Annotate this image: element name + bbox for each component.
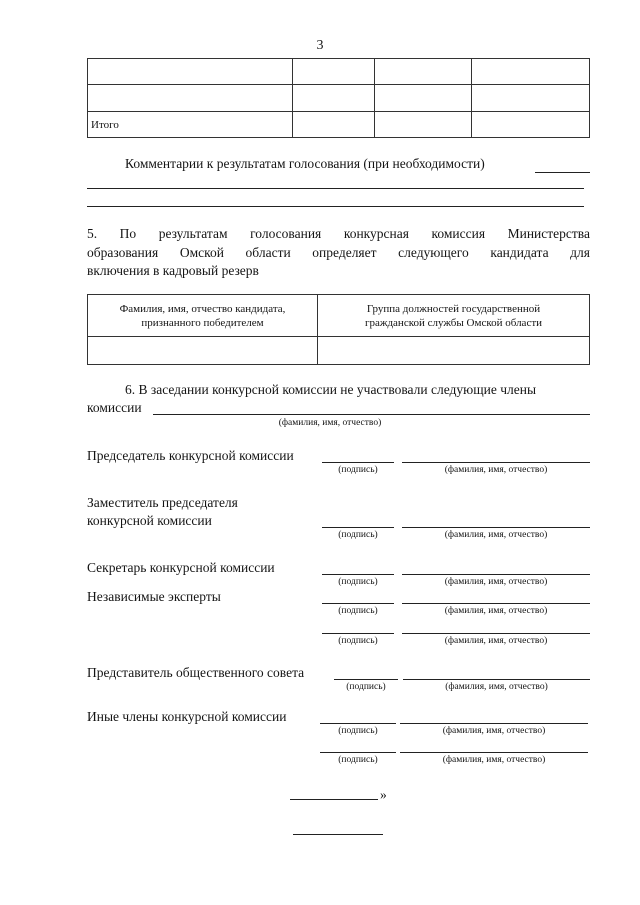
chairman-label: Председатель конкурсной комиссии bbox=[87, 448, 294, 463]
chairman-signature-line bbox=[322, 462, 394, 463]
other2-name-caption: (фамилия, имя, отчество) bbox=[442, 755, 546, 765]
total-label: Итого bbox=[91, 118, 119, 131]
comments-line-2 bbox=[87, 206, 584, 207]
section5-text-line2: образования Омской области определяет следующего кандидата для bbox=[87, 245, 590, 260]
section5-text-line1: 5. По результатам голосования конкурсная комиссия Министерства bbox=[87, 226, 590, 241]
other1-signature-line bbox=[320, 723, 396, 724]
section6-text-line2: комиссии bbox=[87, 400, 142, 415]
table-row bbox=[88, 85, 590, 112]
secretary-name-line bbox=[402, 574, 590, 575]
other1-signature-caption: (подпись) bbox=[338, 726, 378, 736]
other-members-label: Иные члены конкурсной комиссии bbox=[87, 709, 287, 724]
other1-name-caption: (фамилия, имя, отчество) bbox=[442, 726, 546, 736]
deputy-name-line bbox=[402, 527, 590, 528]
other1-name-line bbox=[400, 723, 588, 724]
public-council-signature-caption: (подпись) bbox=[346, 682, 386, 692]
table-row bbox=[88, 112, 590, 138]
section6-text-line1: 6. В заседании конкурсной комиссии не участвовали следующие члены bbox=[125, 382, 537, 397]
bottom-line bbox=[293, 834, 383, 835]
voting-results-table bbox=[87, 58, 590, 138]
expert2-signature-line bbox=[322, 633, 394, 634]
deputy-label-line2: конкурсной комиссии bbox=[87, 513, 212, 528]
chairman-name-caption: (фамилия, имя, отчество) bbox=[444, 465, 548, 475]
absent-members-caption: (фамилия, имя, отчество) bbox=[278, 418, 382, 428]
section5-text-line3: включения в кадровый резерв bbox=[87, 263, 259, 278]
deputy-signature-line bbox=[322, 527, 394, 528]
public-council-name-line bbox=[403, 679, 590, 680]
expert1-name-line bbox=[402, 603, 590, 604]
absent-members-line bbox=[153, 414, 590, 415]
deputy-label-line1: Заместитель председателя bbox=[87, 495, 238, 510]
comments-fill-line bbox=[535, 172, 590, 173]
expert1-signature-line bbox=[322, 603, 394, 604]
other2-name-line bbox=[400, 752, 588, 753]
secretary-signature-caption: (подпись) bbox=[338, 577, 378, 587]
expert2-name-line bbox=[402, 633, 590, 634]
table-row bbox=[88, 295, 590, 337]
candidate-table bbox=[87, 294, 590, 365]
table-row bbox=[88, 59, 590, 85]
table-row bbox=[88, 337, 590, 365]
public-council-label: Представитель общественного совета bbox=[87, 665, 305, 680]
expert2-name-caption: (фамилия, имя, отчество) bbox=[444, 636, 548, 646]
expert1-name-caption: (фамилия, имя, отчество) bbox=[444, 606, 548, 616]
other2-signature-caption: (подпись) bbox=[338, 755, 378, 765]
candidate-col-header-line1: Фамилия, имя, отчество кандидата, bbox=[119, 302, 286, 315]
public-council-signature-line bbox=[334, 679, 398, 680]
deputy-signature-caption: (подпись) bbox=[338, 530, 378, 540]
experts-label: Независимые эксперты bbox=[87, 589, 221, 604]
expert2-signature-caption: (подпись) bbox=[338, 636, 378, 646]
deputy-name-caption: (фамилия, имя, отчество) bbox=[444, 530, 548, 540]
secretary-signature-line bbox=[322, 574, 394, 575]
quote-close: » bbox=[380, 787, 387, 802]
other2-signature-line bbox=[320, 752, 396, 753]
secretary-label: Секретарь конкурсной комиссии bbox=[87, 560, 275, 575]
candidate-col-header-line2: признанного победителем bbox=[141, 316, 264, 329]
page-number: 3 bbox=[316, 38, 324, 53]
comments-label: Комментарии к результатам голосования (при необходимости) bbox=[125, 156, 485, 171]
public-council-name-caption: (фамилия, имя, отчество) bbox=[445, 682, 548, 692]
secretary-name-caption: (фамилия, имя, отчество) bbox=[444, 577, 548, 587]
position-col-header-line1: Группа должностей государственной bbox=[366, 302, 541, 315]
position-col-header-line2: гражданской службы Омской области bbox=[364, 316, 543, 329]
date-line bbox=[290, 799, 378, 800]
chairman-name-line bbox=[402, 462, 590, 463]
chairman-signature-caption: (подпись) bbox=[338, 465, 378, 475]
comments-line-1 bbox=[87, 188, 584, 189]
expert1-signature-caption: (подпись) bbox=[338, 606, 378, 616]
